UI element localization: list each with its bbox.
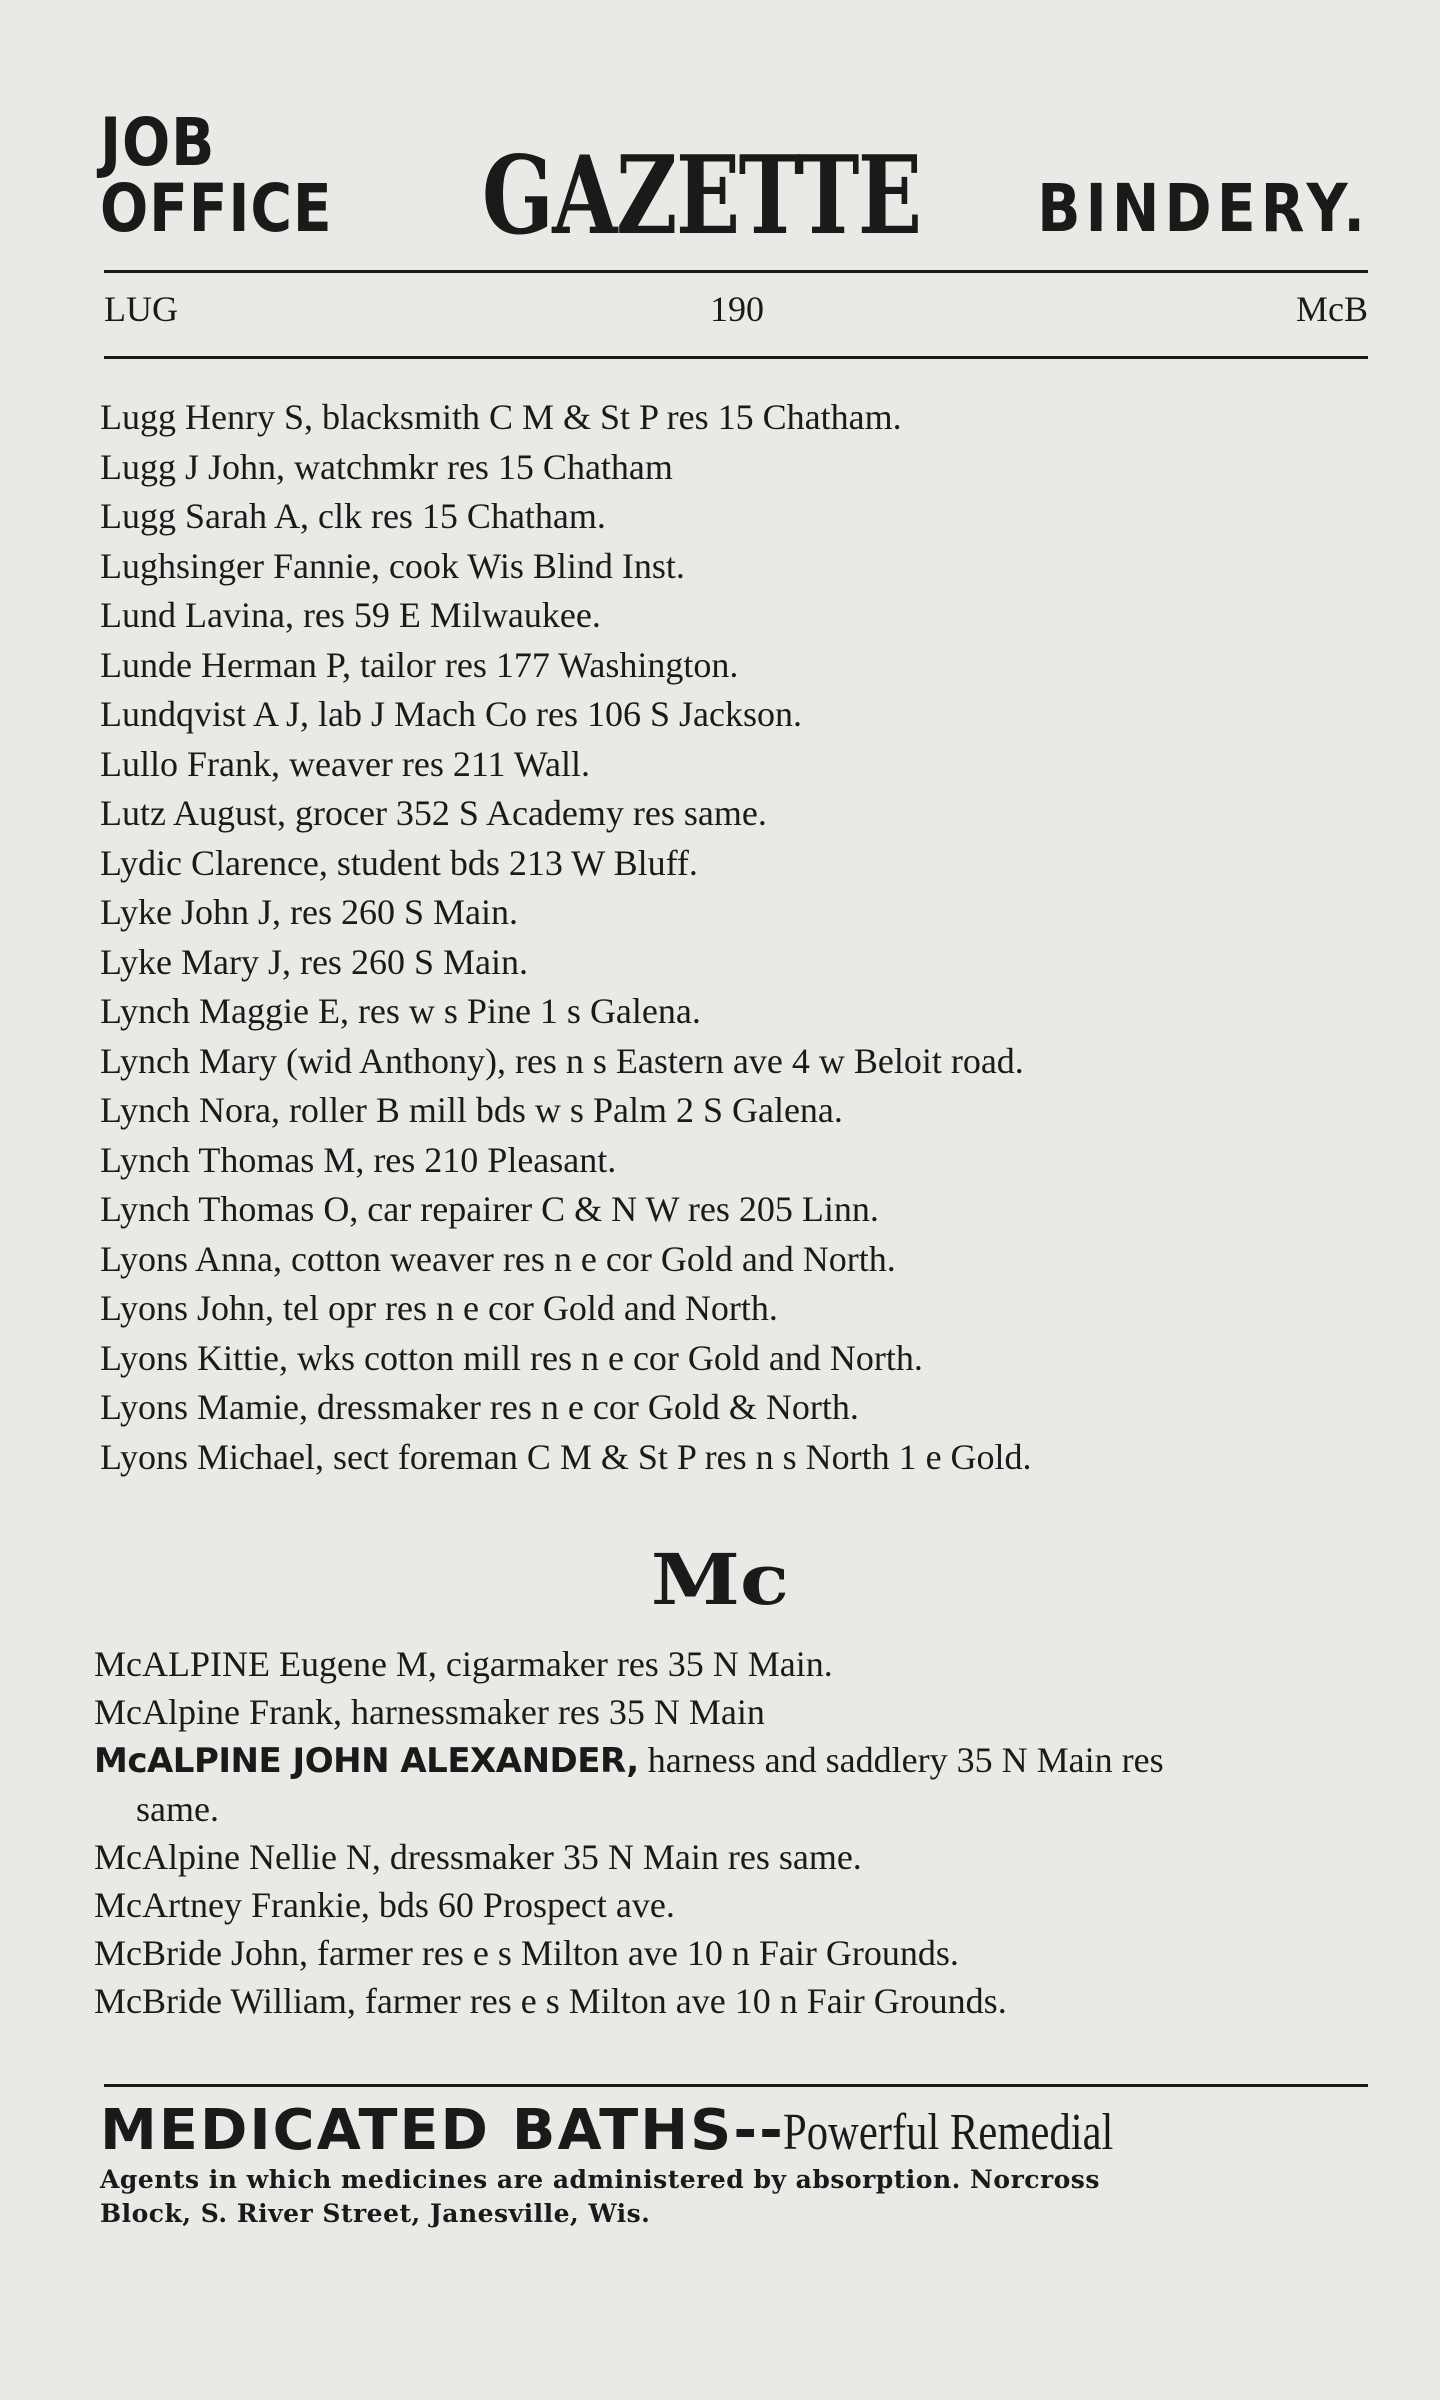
directory-entry: Lugg Sarah A, clk res 15 Chatham.	[100, 496, 606, 536]
directory-entries-mc	[94, 1640, 1384, 2025]
entry-details: harness and saddlery 35 N Main res	[638, 1740, 1164, 1780]
directory-entry: Lyons Anna, cotton weaver res n e cor Gold and North.	[100, 1238, 896, 1279]
directory-entry: Lynch Nora, roller B mill bds w s Palm 2 S Galena.	[100, 1090, 843, 1130]
directory-entry: Lynch Maggie E, res w s Pine 1 s Galena.	[100, 991, 701, 1031]
directory-entry: McArtney Frankie, bds 60 Prospect ave.	[94, 1885, 675, 1925]
ad-headline	[100, 2098, 1370, 2163]
entry-bold-name: McALPINE JOHN ALEXANDER,	[94, 1741, 639, 1781]
directory-entry: Lugg Henry S, blacksmith C M & St P res 15 Chatham.	[100, 397, 902, 437]
ad-body-line: Block, S. River Street, Janesville, Wis.	[100, 2199, 651, 2228]
directory-entry: McALPINE Eugene M, cigarmaker res 35 N Main.	[94, 1644, 833, 1684]
running-head-left: LUG	[104, 289, 178, 329]
header-rule-top	[104, 270, 1368, 273]
banner-bindery: BINDERY.	[1037, 170, 1370, 247]
directory-entry: Lynch Thomas O, car repairer C & N W res 205 Linn.	[100, 1189, 879, 1229]
directory-entry: Lutz August, grocer 352 S Academy res same.	[100, 793, 767, 833]
footer-rule	[104, 2084, 1368, 2087]
directory-entry: Lundqvist A J, lab J Mach Co res 106 S Jackson.	[100, 694, 802, 734]
directory-entry: Lynch Mary (wid Anthony), res n s Eastern ave 4 w Beloit road.	[100, 1040, 1024, 1081]
directory-entry: Lunde Herman P, tailor res 177 Washington.	[100, 644, 739, 685]
directory-entry: Lyke Mary J, res 260 S Main.	[100, 941, 528, 982]
directory-entry: Lullo Frank, weaver res 211 Wall.	[100, 743, 590, 784]
directory-entry: Lyke John J, res 260 S Main.	[100, 892, 518, 932]
directory-entry: Lyons Mamie, dressmaker res n e cor Gold & North.	[100, 1387, 859, 1427]
directory-entry: Lugg J John, watchmkr res 15 Chatham	[100, 446, 673, 487]
running-head	[104, 288, 1368, 330]
page-number: 190	[710, 289, 764, 329]
directory-entry: McAlpine Frank, harnessmaker res 35 N Main	[94, 1692, 765, 1732]
section-heading-mc: Mc	[650, 1538, 790, 1621]
banner-gazette: GAZETTE	[482, 133, 922, 259]
ad-subtitle: Powerful Remedial	[783, 2104, 1114, 2161]
ad-body-line: Agents in which medicines are administered by absorption. Norcross	[100, 2165, 1100, 2194]
directory-entry: Lyons Kittie, wks cotton mill res n e cor Gold and North.	[100, 1337, 923, 1378]
header-rule-bottom	[104, 356, 1368, 359]
directory-entry: Lyons John, tel opr res n e cor Gold and North.	[100, 1288, 778, 1328]
directory-entry: McAlpine Nellie N, dressmaker 35 N Main res same.	[94, 1837, 862, 1877]
directory-entry: Lynch Thomas M, res 210 Pleasant.	[100, 1139, 617, 1180]
directory-entry: Lydic Clarence, student bds 213 W Bluff.	[100, 842, 698, 883]
directory-entry: Lyons Michael, sect foreman C M & St P res n s North 1 e Gold.	[100, 1436, 1032, 1477]
header-banner	[100, 104, 1370, 259]
directory-entry-bold	[94, 1736, 1384, 1785]
directory-entry: Lund Lavina, res 59 E Milwaukee.	[100, 595, 601, 635]
running-head-right: McB	[1296, 289, 1368, 329]
directory-entries-lu-ly	[100, 393, 1380, 1482]
banner-job-office: JOB OFFICE	[100, 104, 333, 247]
footer-advertisement	[100, 2098, 1370, 2231]
ad-title: MEDICATED BATHS--	[100, 2098, 785, 2163]
directory-entry-continuation: same.	[136, 1789, 219, 1829]
directory-entry: McBride John, farmer res e s Milton ave 10 n Fair Grounds.	[94, 1933, 959, 1973]
directory-entry: Lughsinger Fannie, cook Wis Blind Inst.	[100, 545, 685, 586]
directory-entry: McBride William, farmer res e s Milton ave 10 n Fair Grounds.	[94, 1981, 1007, 2021]
